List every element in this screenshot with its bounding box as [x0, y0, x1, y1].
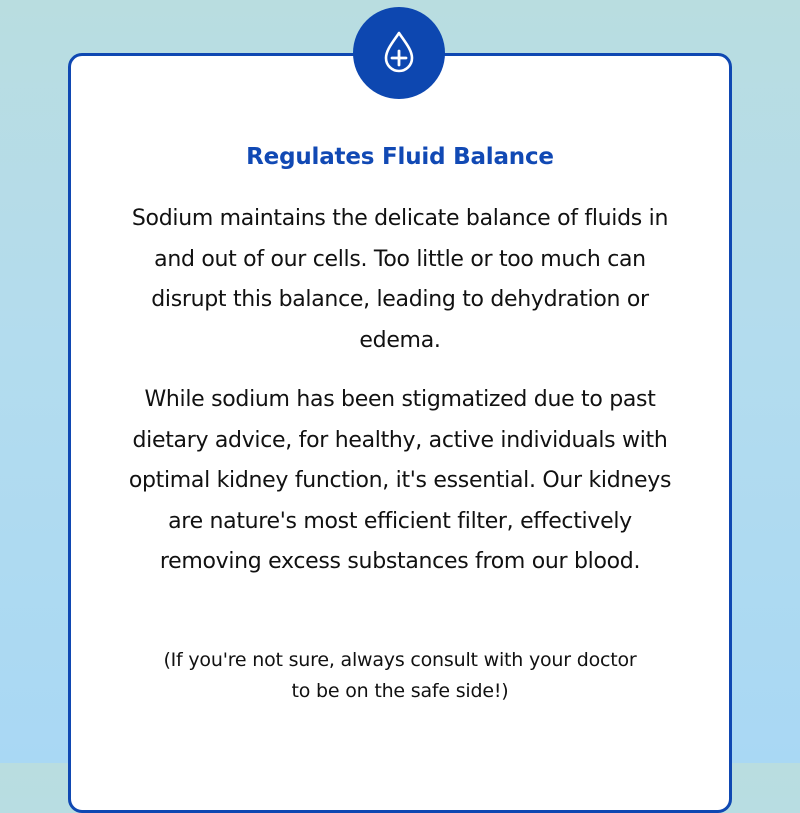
disclaimer-note: (If you're not sure, always consult with your doctor to be on the safe side!) — [163, 649, 637, 702]
card-title: Regulates Fluid Balance — [246, 144, 554, 170]
paragraph-sodium-kidneys: While sodium has been stigmatized due to past dietary advice, for healthy, active individuals with optimal kidney function, it's essential. Our kidneys are nature's most efficient filter, effectively removing excess substances from our blood. — [128, 387, 672, 574]
paragraph-fluid-balance: Sodium maintains the delicate balance of fluids in and out of our cells. Too little or too much can disrupt this balance, leading to dehydration or edema. — [131, 206, 669, 353]
water-drop-plus-icon — [382, 30, 416, 76]
icon-badge — [353, 7, 445, 99]
